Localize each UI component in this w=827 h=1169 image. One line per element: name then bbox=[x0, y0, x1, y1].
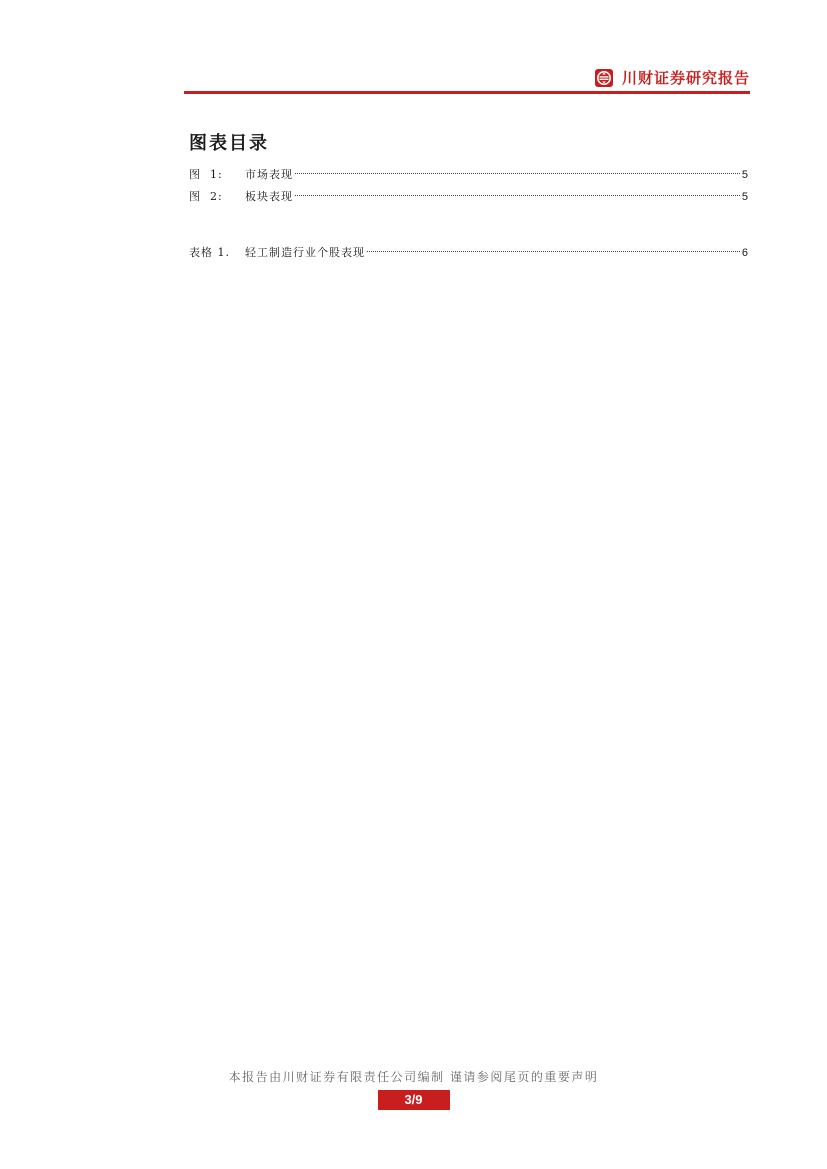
toc-entry-page: 5 bbox=[741, 169, 748, 181]
toc-entry-label: 图 1: bbox=[189, 168, 223, 181]
toc-entry-label: 图 2: bbox=[189, 190, 223, 203]
toc-entry-figure-1[interactable] bbox=[189, 164, 748, 186]
page-number-badge: 3/9 bbox=[378, 1090, 450, 1110]
table-of-charts bbox=[189, 132, 748, 264]
header-brand bbox=[594, 68, 750, 88]
chuancai-logo-icon bbox=[594, 68, 614, 88]
toc-title: 图表目录 bbox=[189, 133, 269, 154]
brand-title: 川财证券研究报告 bbox=[621, 69, 750, 87]
toc-entry-label: 表格 1. bbox=[189, 246, 230, 259]
toc-entry-page: 5 bbox=[741, 191, 748, 203]
header-rule bbox=[184, 91, 750, 94]
toc-leader-dots bbox=[367, 251, 740, 252]
toc-leader-dots bbox=[295, 195, 740, 196]
toc-entry-text: 轻工制造行业个股表现 bbox=[245, 246, 365, 259]
toc-leader-dots bbox=[295, 173, 740, 174]
toc-entry-table-1[interactable] bbox=[189, 242, 748, 264]
toc-entry-page: 6 bbox=[741, 247, 748, 259]
toc-entry-text: 板块表现 bbox=[245, 190, 293, 203]
footer-disclaimer: 本报告由川财证券有限责任公司编制 谨请参阅尾页的重要声明 bbox=[228, 1070, 599, 1084]
toc-entry-figure-2[interactable] bbox=[189, 186, 748, 208]
toc-section-gap bbox=[189, 208, 748, 242]
toc-entry-text: 市场表现 bbox=[245, 168, 293, 181]
report-header bbox=[184, 64, 750, 94]
page-footer bbox=[0, 1068, 827, 1110]
